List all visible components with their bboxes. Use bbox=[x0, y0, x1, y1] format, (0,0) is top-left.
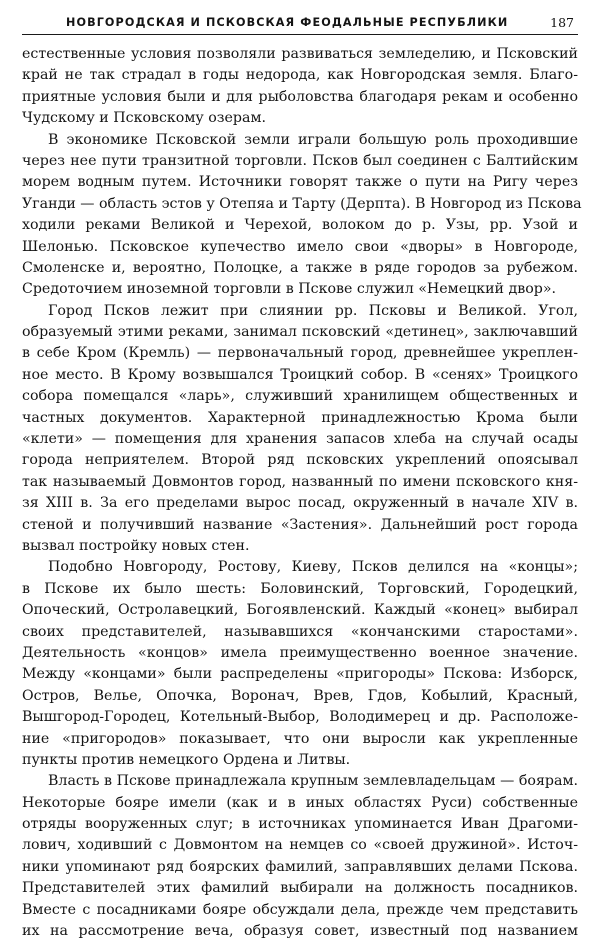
text-line: города неприятелем. Второй ряд псковских укреплений опоясывал bbox=[22, 452, 578, 469]
text-line: Опоческий, Остролавецкий, Богоявленский. Каждый «конец» выбирал bbox=[22, 602, 578, 619]
text-line: их на рассмотрение веча, образуя совет, известный под названием bbox=[22, 923, 578, 940]
text-line: Подобно Новгороду, Ростову, Киеву, Псков делился на «концы»; bbox=[48, 559, 578, 576]
text-line: образуемый этими реками, занимал псковский «детинец», заключавший bbox=[22, 324, 578, 341]
text-line: частных документов. Характерной принадлежностью Крома были bbox=[22, 409, 578, 426]
text-line: через нее пути транзитной торговли. Псков был соединен с Балтийским bbox=[22, 152, 578, 169]
text-line: лович, ходивший с Довмонтом на немцев со «своей дружиной». Источ- bbox=[22, 837, 578, 854]
text-line: Вышгород-Городец, Котельный-Выбор, Володимерец и др. Расположе- bbox=[22, 709, 578, 726]
running-title: НОВГОРОДСКАЯ И ПСКОВСКАЯ ФЕОДАЛЬНЫЕ РЕСПУБЛИКИ bbox=[66, 16, 509, 29]
text-line: пункты против немецкого Ордена и Литвы. bbox=[22, 751, 351, 768]
text-line: вызвал постройку новых стен. bbox=[22, 537, 250, 554]
text-line: Город Псков лежит при слиянии рр. Псковы и Великой. Угол, bbox=[48, 302, 578, 319]
text-line: так называемый Довмонтов город, названный по имени псковского кня- bbox=[22, 473, 578, 490]
page-header bbox=[22, 12, 578, 35]
text-line: морем водным путем. Источники говорят также о пути на Ригу через bbox=[22, 174, 578, 191]
text-line: в Пскове их было шесть: Боловинский, Торговский, Городецкий, bbox=[22, 580, 578, 597]
text-line: Некоторые бояре имели (как и в иных областях Руси) собственные bbox=[22, 794, 578, 811]
text-line: Деятельность «концов» имела преимущественно военное значение. bbox=[22, 644, 578, 661]
text-line: Остров, Велье, Опочка, Воронач, Врев, Гдов, Кобылий, Красный, bbox=[22, 687, 578, 704]
text-line: ное место. В Крому возвышался Троицкий собор. В «сенях» Троицкого bbox=[22, 366, 578, 383]
text-line: Власть в Пскове принадлежала крупным землевладельцам — боярам. bbox=[48, 773, 578, 790]
text-line: Чудскому и Псковскому озерам. bbox=[22, 110, 266, 127]
text-line: Смоленске и, вероятно, Полоцке, а также в ряде городов за рубежом. bbox=[22, 259, 578, 276]
text-line: край не так страдал в годы недорода, как Новгородская земля. Благо- bbox=[22, 67, 578, 84]
text-line: отряды вооруженных слуг; в источниках упоминается Иван Драгоми- bbox=[22, 816, 578, 833]
text-line: В экономике Псковской земли играли большую роль проходившие bbox=[48, 131, 578, 148]
page-number: 187 bbox=[550, 15, 574, 30]
text-line: стеной и получивший название «Застения». Дальнейший рост города bbox=[22, 516, 578, 533]
body-text bbox=[22, 44, 582, 942]
text-line: Между «концами» были распределены «пригороды» Пскова: Изборск, bbox=[22, 666, 578, 683]
text-line: естественные условия позволяли развиваться земледелию, и Псковский bbox=[22, 46, 578, 62]
text-line: Вместе с посадниками бояре обсуждали дела, прежде чем представить bbox=[22, 901, 578, 918]
text-line: своих представителей, называвшихся «кончанскими старостами». bbox=[22, 623, 578, 640]
text-line: Уганди — область эстов у Отепяа и Тарту (Дерпта). В Новгород из Пскова bbox=[22, 195, 582, 212]
text-line: Шелонью. Псковское купечество имело свои «дворы» в Новгороде, bbox=[22, 238, 578, 255]
text-line: в себе Кром (Кремль) — первоначальный город, древнейшее укреплен- bbox=[22, 345, 578, 362]
text-line: собора помещался «ларь», служивший хранилищем общественных и bbox=[22, 388, 578, 405]
text-line: ние «пригородов» показывает, что они выросли как укрепленные bbox=[22, 730, 578, 747]
text-line: ходили реками Великой и Черехой, волоком до р. Узы, рр. Узой и bbox=[22, 217, 578, 234]
text-line: Представителей этих фамилий выбирали на должность посадников. bbox=[22, 880, 578, 897]
text-line: приятные условия были и для рыболовства благодаря рекам и особенно bbox=[22, 88, 578, 105]
book-page bbox=[22, 12, 582, 942]
text-line: зя XIII в. За его пределами вырос посад, окруженный в начале XIV в. bbox=[22, 495, 578, 512]
text-line: ники упоминают ряд боярских фамилий, заправлявших делами Пскова. bbox=[22, 858, 578, 875]
text-line: Средоточием иноземной торговли в Пскове служил «Немецкий двор». bbox=[22, 281, 557, 298]
text-line: «клети» — помещения для хранения запасов хлеба на случай осады bbox=[22, 431, 578, 448]
